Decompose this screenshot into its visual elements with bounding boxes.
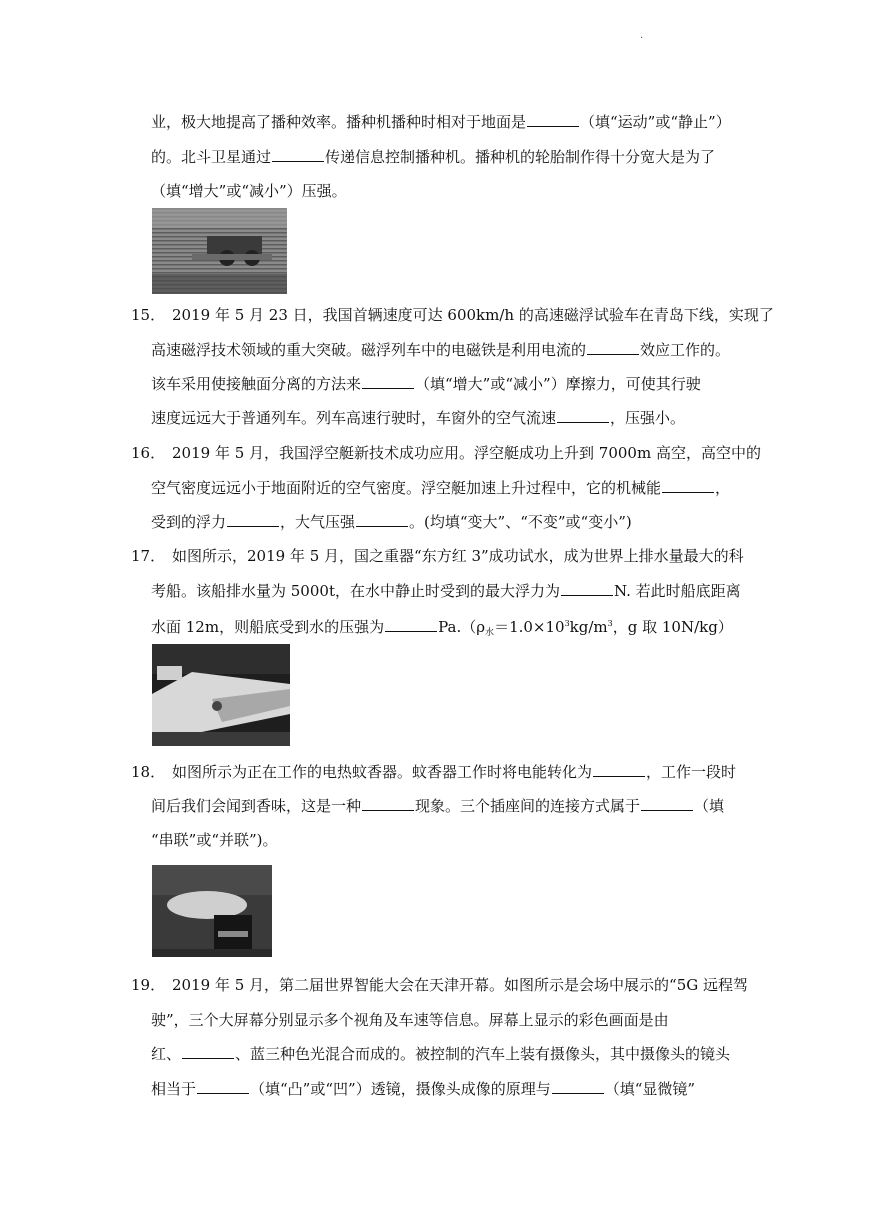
- q14-line-2: 的。北斗卫星通过 传递信息控制播种机。播种机的轮胎制作得十分宽大是为了: [151, 148, 716, 166]
- ship-photo: [152, 644, 290, 746]
- q17-number: 17．: [131, 547, 166, 565]
- answer-blank[interactable]: [227, 512, 279, 527]
- answer-blank[interactable]: [561, 581, 613, 596]
- q15-line-4: 速度远远大于普通列车。列车高速行驶时，车窗外的空气流速 ，压强小。: [151, 409, 686, 427]
- q15-number: 15．: [131, 306, 166, 324]
- answer-blank[interactable]: [197, 1079, 249, 1094]
- q16-line-3: 受到的浮力 ，大气压强 。(均填“变大”、“不变”或“变小”): [151, 513, 632, 531]
- q15-line-1: 2019 年 5 月 23 日，我国首辆速度可达 600km/h 的高速磁浮试验车在青岛下线，实现了: [172, 306, 774, 324]
- q15-line-3: 该车采用使接触面分离的方法来 （填“增大”或“减小”）摩擦力，可使其行驶: [151, 375, 701, 393]
- answer-blank[interactable]: [662, 478, 714, 493]
- answer-blank[interactable]: [385, 617, 437, 632]
- answer-blank[interactable]: [182, 1044, 234, 1059]
- answer-blank[interactable]: [641, 796, 693, 811]
- q19-line-2: 驶”，三个大屏幕分别显示多个视角及车速等信息。屏幕上显示的彩色画面是由: [151, 1011, 669, 1029]
- seeder-photo: [152, 208, 287, 294]
- q19-number: 19．: [131, 976, 166, 994]
- answer-blank[interactable]: [557, 408, 609, 423]
- q19-line-4: 相当于 （填“凸”或“凹”）透镜，摄像头成像的原理与 （填“显微镜”: [151, 1080, 696, 1098]
- q17-line-1: 如图所示，2019 年 5 月，国之重器“东方红 3”成功试水，成为世界上排水量最大的科: [172, 547, 744, 565]
- q16-number: 16．: [131, 444, 166, 462]
- q17-line-3: 水面 12m，则船底受到水的压强为 $Pa.(\rho_水=1.0\times 10^3kg/m^3$，g 取 10N/kg）: [151, 618, 733, 638]
- answer-blank[interactable]: [552, 1079, 604, 1094]
- answer-blank[interactable]: [527, 112, 579, 127]
- answer-blank[interactable]: [587, 340, 639, 355]
- answer-blank[interactable]: [272, 147, 324, 162]
- q18-line-3: “串联”或“并联”)。: [151, 831, 278, 849]
- answer-blank[interactable]: [593, 762, 645, 777]
- answer-blank[interactable]: [362, 796, 414, 811]
- q19-line-1: 2019 年 5 月，第二届世界智能大会在天津开幕。如图所示是会场中展示的“5G 远程驾: [172, 976, 748, 994]
- header-mark: .: [640, 30, 644, 41]
- q16-line-2: 空气密度远远小于地面附近的空气密度。浮空艇加速上升过程中，它的机械能 ，: [151, 479, 731, 497]
- q15-line-2: 高速磁浮技术领域的重大突破。磁浮列车中的电磁铁是利用电流的 效应工作的。: [151, 341, 731, 359]
- q18-line-2: 间后我们会闻到香味，这是一种 现象。三个插座间的连接方式属于 （填: [151, 797, 725, 815]
- q16-line-1: 2019 年 5 月，我国浮空艇新技术成功应用。浮空艇成功上升到 7000m 高空，高空中的: [172, 444, 761, 462]
- q19-line-3: 红、 、蓝三种色光混合而成的。被控制的汽车上装有摄像头，其中摄像头的镜头: [151, 1045, 731, 1063]
- mosquito-heater-photo: [152, 865, 272, 957]
- answer-blank[interactable]: [362, 374, 414, 389]
- q14-line-3: （填“增大”或“减小”）压强。: [151, 182, 347, 200]
- q17-line-2: 考船。该船排水量为 5000t，在水中静止时受到的最大浮力为 N. 若此时船底距离: [151, 582, 741, 600]
- q14-line-1: 业，极大地提高了播种效率。播种机播种时相对于地面是 （填“运动”或“静止”）: [151, 113, 731, 131]
- q18-number: 18．: [131, 763, 166, 781]
- answer-blank[interactable]: [356, 512, 408, 527]
- q18-line-1: 如图所示为正在工作的电热蚊香器。蚊香器工作时将电能转化为 ，工作一段时: [172, 763, 737, 781]
